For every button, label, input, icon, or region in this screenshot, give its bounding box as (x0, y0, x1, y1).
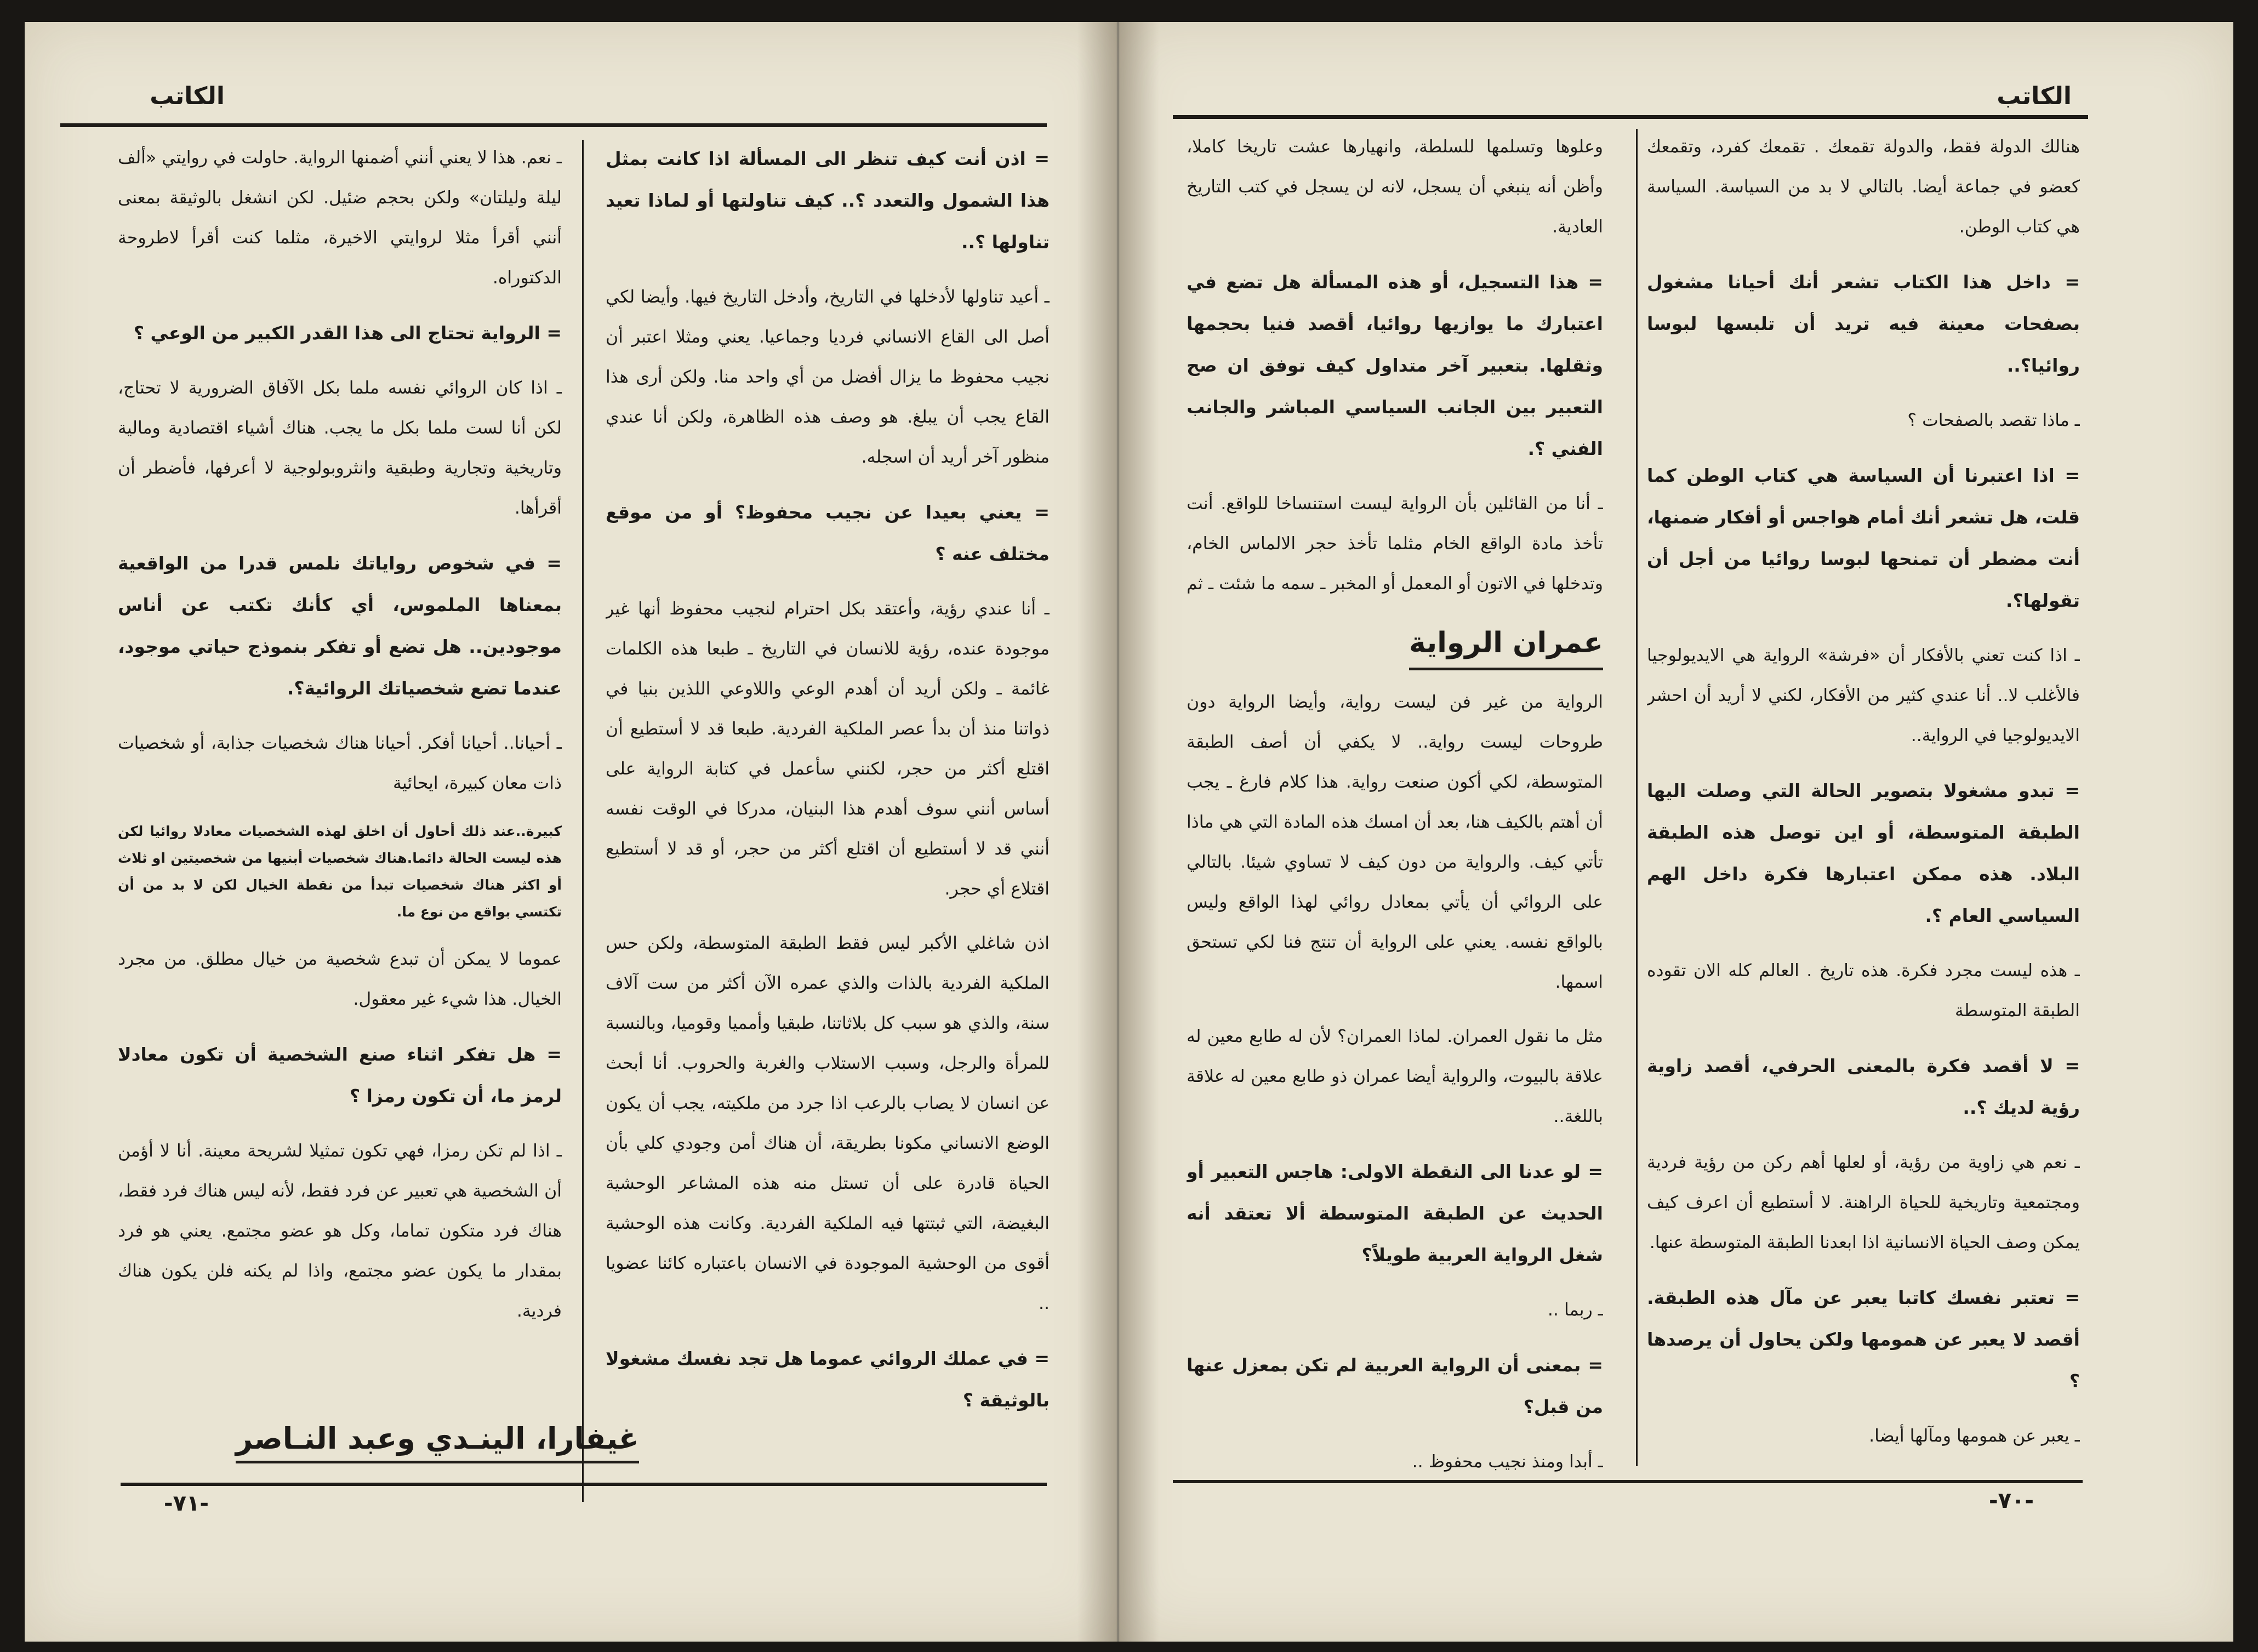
paragraph: ـ اذا كنت تعني بالأفكار أن «فرشة» الرواية هي الايديولوجيا فالأغلب لا.. أنا عندي كثير من الأفكار، لكني لا أريد أن احشر الايديولوجيا في الرواية.. (1647, 646, 2080, 745)
header-rule-right (1173, 115, 2088, 119)
right-page-left-column-bottom (1187, 682, 1603, 1472)
header-rule-left (60, 123, 1047, 127)
interview-question: = في عملك الروائي عموما هل تجد نفسك مشغولا بالوثيقة ؟ (606, 1348, 1050, 1411)
interview-question: = هذا التسجيل، أو هذه المسألة هل تضع في اعتبارك ما يوازيها روائيا، أقصد فنيا بحجمها وثقلها. بتعبير آخر متداول كيف توفق ان صح التعبير بين الجانب السياسي المباشر والجانب الفني ؟. (1187, 271, 1603, 459)
paragraph: ـ نعم هي زاوية من رؤية، أو لعلها أهم ركن من رؤية فردية ومجتمعية وتاريخية للحياة الراهنة. لا أستطيع أن اعرف كيف يمكن وصف الحياة الانسانية اذا ابعدنا الطبقة المتوسطة عنها. (1647, 1153, 2080, 1252)
running-head-left: الكاتب (150, 82, 225, 110)
paragraph: ـ أعيد تناولها لأدخلها في التاريخ، وأدخل التاريخ فيها. وأيضا لكي أصل الى القاع الانساني فرديا وجماعيا. يعني ومثلا اعتبر أن نجيب محفوظ ما يزال أفضل من أي واحد منا. ولكن أرى هذا القاع يجب أن يبلغ. هو وصف هذه الظاهرة، ولكن أنا عندي منظور آخر أريد أن اسجله. (606, 287, 1050, 467)
interview-question: = الرواية تحتاج الى هذا القدر الكبير من الوعي ؟ (133, 322, 562, 344)
column-divider-left (582, 140, 584, 1502)
interview-question: = هل تفكر اثناء صنع الشخصية أن تكون معادلا لرمز ما، أن تكون رمزا ؟ (118, 1044, 562, 1107)
paragraph: هنالك الدولة فقط، والدولة تقمعك . تقمعك كفرد، وتقمعك كعضو في جماعة أيضا. بالتالي لا بد من السياسة. السياسة هي كتاب الوطن. (1647, 137, 2080, 237)
paragraph: ـ أنا عندي رؤية، وأعتقد بكل احترام لنجيب محفوظ أنها غير موجودة عنده، رؤية للانسان في التاريخ ـ طبعا هذه الكلمات غائمة ـ ولكن أريد أن أهدم الوعي واللاوعي اللذين بنيا في ذواتنا منذ أن بدأ عصر الملكية الفردية. طبعا قد لا أستطيع أن اقتلع أكثر من حجر، لكنني سأعمل في كتابة الرواية على أساس أنني سوف أهدم هذا البنيان، مدركا في الوقت نفسه أنني قد لا أستطيع أن اقتلع أكثر من حجر، أو قد لا أستطيع اقتلاع أي حجر. (606, 599, 1050, 899)
interview-question: = لو عدنا الى النقطة الاولى: هاجس التعبير أو الحديث عن الطبقة المتوسطة ألا تعتقد أنه شغل الرواية العربية طويلاً؟ (1187, 1161, 1603, 1266)
page-number-right: ‎-٧٠- (1988, 1488, 2034, 1513)
footer-rule-left (121, 1483, 1047, 1486)
left-page-right-column (606, 138, 1050, 1503)
paragraph: عموما لا يمكن أن تبدع شخصية من خيال مطلق. من مجرد الخيال. هذا شيء غير معقول. (118, 949, 562, 1009)
book-gutter (1077, 22, 1159, 1642)
running-head-right: الكاتب (1997, 82, 2072, 110)
paragraph: ـ يعبر عن همومها ومآلها أيضا. (1869, 1426, 2080, 1446)
paragraph: ـ اذا كان الروائي نفسه ملما بكل الآفاق الضرورية لا تحتاج، لكن أنا لست ملما بكل ما يجب. هناك أشياء اقتصادية ومالية وتاريخية وتجارية وطبقية وانثروبولوجية لا أعرفها، فأضطر أن أقرأها. (118, 378, 562, 518)
paragraph: ـ أبدا ومنذ نجيب محفوظ .. (1412, 1452, 1603, 1472)
interview-question: = داخل هذا الكتاب تشعر أنك أحيانا مشغول بصفحات معينة فيه تريد أن تلبسها لبوسا روائيا؟.. (1647, 271, 2080, 376)
article-author: غيفارا، الينـدي وعبد النـاصر (236, 1417, 639, 1463)
interview-question: = اذن أنت كيف تنظر الى المسألة اذا كانت بمثل هذا الشمول والتعدد ؟.. كيف تناولتها أو لماذا تعيد تناولها ؟.. (606, 148, 1050, 253)
interview-question: = يعني بعيدا عن نجيب محفوظ؟ أو من موقع مختلف عنه ؟ (606, 502, 1050, 565)
right-page-right-column (1647, 127, 2080, 1465)
paragraph: ـ ربما .. (1547, 1300, 1603, 1320)
right-page-section-title-wrap (1187, 608, 1603, 674)
paragraph: كبيرة..عند ذلك أحاول أن اخلق لهذه الشخصيات معادلا روائيا لكن هذه ليست الحالة دائما.هناك شخصيات أبنيها من شخصيتين او ثلاث أو اكثر هناك شخصيات تبدأ من نقطة الخيال لكن لا بد من أن تكتسي بواقع من نوع ما. (118, 823, 562, 920)
right-page-left-column-top (1187, 127, 1603, 599)
paragraph: ـ أحيانا.. أحيانا أفكر. أحيانا هناك شخصيات جذابة، أو شخصيات ذات معان كبيرة، ايحائية (118, 733, 562, 793)
page-number-left: ‎-٧١- (163, 1491, 209, 1516)
paragraph: مثل ما نقول العمران. لماذا العمران؟ لأن له طابع معين له علاقة بالبيوت، والرواية أيضا عمران ذو طابع معين له علاقة باللغة.. (1187, 1027, 1603, 1126)
interview-question: = تعتبر نفسك كاتبا يعبر عن مآل هذه الطبقة. أقصد لا يعبر عن همومها ولكن يحاول أن يرصدها ؟ (1647, 1287, 2080, 1392)
paragraph: ـ اذا لم تكن رمزا، فهي تكون تمثيلا لشريحة معينة. أنا لا أؤمن أن الشخصية هي تعبير عن فرد فقط، لأنه ليس هناك فرد فقط، هناك فرد متكون تماما، وكل هو عضو مجتمع. يعني هو فرد بمقدار ما يكون عضو مجتمع، واذا لم يكنه فلن يكون هناك فردية. (118, 1141, 562, 1321)
paragraph: وعلوها وتسلمها للسلطة، وانهيارها عشت تاريخا كاملا، وأظن أنه ينبغي أن يسجل، لانه لن يسجل في كتب التاريخ العادية. (1187, 137, 1603, 237)
interview-question: = تبدو مشغولا بتصوير الحالة التي وصلت اليها الطبقة المتوسطة، أو اين توصل هذه الطبقة البلاد. هذه ممكن اعتبارها فكرة داخل الهم السياسي العام ؟. (1647, 780, 2080, 926)
paragraph: ـ هذه ليست مجرد فكرة. هذه تاريخ . العالم كله الان تقوده الطبقة المتوسطة (1647, 961, 2080, 1021)
interview-question: = اذا اعتبرنا أن السياسة هي كتاب الوطن كما قلت، هل تشعر أنك أمام هواجس أو أفكار ضمنها، أنت مضطر أن تمنحها لبوسا روائيا من أجل أن تقولها؟. (1647, 465, 2080, 611)
paragraph: اذن شاغلي الأكبر ليس فقط الطبقة المتوسطة، ولكن حس الملكية الفردية بالذات والذي عمره الآن أكثر من ست آلاف سنة، والذي هو سبب كل بلاثاتنا، طبقيا وأمميا وقوميا، وبالنسبة للمرأة والرجل، وسبب الاستلاب والغربة والحروب. أنا أبحث عن انسان لا يصاب بالرعب اذا جرد من ملكيته، يجب أن يكون الوضع الانساني مكونا بطريقة، أن هناك أمن وجودي كلي بأن الحياة قادرة على أن تستل منه هذه المشاعر الوحشية البغيضة، التي ثبتتها فيه الملكية الفردية. وكانت هذه الوحشية أقوى من الوحشية الموجودة في الانسان باعتباره كائنا عضويا .. (606, 933, 1050, 1313)
left-page-left-column (118, 138, 562, 1415)
paragraph: الرواية من غير فن ليست رواية، وأيضا الرواية دون طروحات ليست رواية.. لا يكفي أن أصف الطبقة المتوسطة، لكي أكون صنعت رواية. هذا كلام فارغ ـ يجب أن أهتم بالكيف هنا، بعد أن امسك هذه المادة التي هي ماذا تأتي كيف. والرواية من دون كيف لا تساوي شيئا. بالتالي على الروائي أن يأتي بمعادل روائي لهذا الواقع وليس بالواقع نفسه. يعني على الرواية أن تنتج فنا لكي تستحق اسمها. (1187, 692, 1603, 992)
section-title: عمران الرواية (1409, 618, 1603, 670)
interview-question: = لا أقصد فكرة بالمعنى الحرفي، أقصد زاوية رؤية لديك ؟.. (1647, 1055, 2080, 1118)
interview-question: = في شخوص رواياتك نلمس قدرا من الواقعية بمعناها الملموس، أي كأنك تكتب عن أناس موجودين.. هل تضع أو تفكر بنموذج حياتي موجود، عندما تضع شخصياتك الروائية؟. (118, 552, 562, 699)
paragraph: ـ نعم. هذا لا يعني أنني أضمنها الرواية. حاولت في روايتي «ألف ليلة وليلتان» ولكن بحجم ضئيل. لكن انشغل بالوثيقة بمعنى أنني أقرأ مثلا لروايتي الاخيرة، مثلما كنت أقرأ لاطروحة الدكتوراه. (118, 148, 562, 288)
paragraph: ـ أنا من القائلين بأن الرواية ليست استنساخا للواقع. أنت تأخذ مادة الواقع الخام مثلما تأخذ حجر الالماس الخام، وتدخلها في الاتون أو المعمل أو المخبر ـ سمه ما شئت ـ ثم (1187, 494, 1603, 594)
column-divider-right (1636, 129, 1638, 1466)
footer-rule-right (1173, 1480, 2083, 1483)
paragraph: ـ ماذا تقصد بالصفحات ؟ (1907, 411, 2080, 430)
interview-question: = بمعنى أن الرواية العربية لم تكن بمعزل عنها من قبل؟ (1187, 1354, 1603, 1417)
